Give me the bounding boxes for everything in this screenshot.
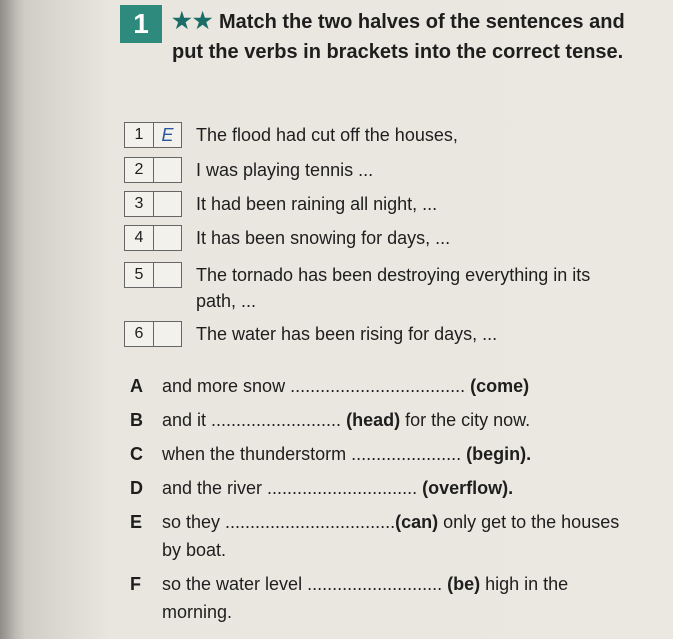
option-text: so the water level ........................... (be) high in the morning.	[162, 574, 569, 622]
option-b	[130, 406, 624, 434]
sentence-number: 1	[125, 123, 154, 147]
option-letter: D	[130, 478, 143, 498]
verb-in-brackets: (come)	[470, 376, 530, 396]
verb-in-brackets: (begin).	[466, 444, 532, 464]
sentence-text: It had been raining all night, ...	[196, 194, 438, 214]
option-d	[130, 474, 624, 502]
option-letter: E	[130, 512, 143, 532]
option-text: and more snow ................................... (come)	[162, 376, 530, 396]
verb-in-brackets: (head)	[346, 410, 401, 430]
answer-field[interactable]	[154, 322, 181, 346]
option-f	[130, 570, 624, 626]
sentence-row-2	[124, 157, 616, 183]
difficulty-stars-icon: ★★	[172, 8, 214, 33]
option-letter: C	[130, 444, 143, 464]
option-text: when the thunderstorm ...................... (begin).	[162, 444, 532, 464]
answer-field[interactable]	[154, 263, 181, 287]
instruction-text: Match the two halves of the sentences and put the verbs in brackets into the correct tense.	[172, 11, 625, 63]
verb-in-brackets: (overflow).	[422, 478, 514, 498]
answer-box-5[interactable]	[124, 262, 182, 288]
answer-box-6[interactable]	[124, 321, 182, 347]
sentence-row-5	[124, 262, 616, 314]
answer-box-1[interactable]	[124, 122, 182, 148]
answer-box-3[interactable]	[124, 191, 182, 217]
exercise-instruction	[172, 6, 652, 67]
book-spine-shadow	[0, 0, 26, 639]
sentence-text: The flood had cut off the houses,	[196, 125, 458, 145]
option-letter: F	[130, 574, 141, 594]
option-text: and it .......................... (head) for the city now.	[162, 410, 531, 430]
sentence-number: 6	[125, 322, 154, 346]
option-text: so they ..................................(can) only get to the houses by boat.	[162, 512, 620, 560]
sentence-text: It has been snowing for days, ...	[196, 228, 451, 248]
answer-box-2[interactable]	[124, 157, 182, 183]
sentence-row-3	[124, 191, 616, 217]
answer-field[interactable]	[154, 226, 181, 250]
exercise-number-badge: 1	[120, 5, 162, 43]
sentence-row-4	[124, 225, 616, 251]
answer-box-4[interactable]	[124, 225, 182, 251]
sentence-text: The tornado has been destroying everything in its path, ...	[196, 265, 591, 311]
sentence-number: 3	[125, 192, 154, 216]
option-letter: A	[130, 376, 143, 396]
sentence-number: 4	[125, 226, 154, 250]
sentence-text: I was playing tennis ...	[196, 160, 374, 180]
verb-in-brackets: (be)	[447, 574, 481, 594]
answer-field[interactable]: E	[161, 124, 174, 145]
option-text: and the river .............................. (overflow).	[162, 478, 514, 498]
sentence-row-6	[124, 321, 616, 347]
answer-field[interactable]	[154, 192, 181, 216]
sentence-number: 2	[125, 158, 154, 182]
sentence-number: 5	[125, 263, 154, 287]
sentence-text: The water has been rising for days, ...	[196, 324, 498, 344]
verb-in-brackets: (can)	[395, 512, 439, 532]
sentence-row-1	[124, 122, 616, 148]
option-letter: B	[130, 410, 143, 430]
option-e	[130, 508, 624, 564]
option-a	[130, 372, 624, 400]
answer-field[interactable]	[154, 158, 181, 182]
option-c	[130, 440, 624, 468]
